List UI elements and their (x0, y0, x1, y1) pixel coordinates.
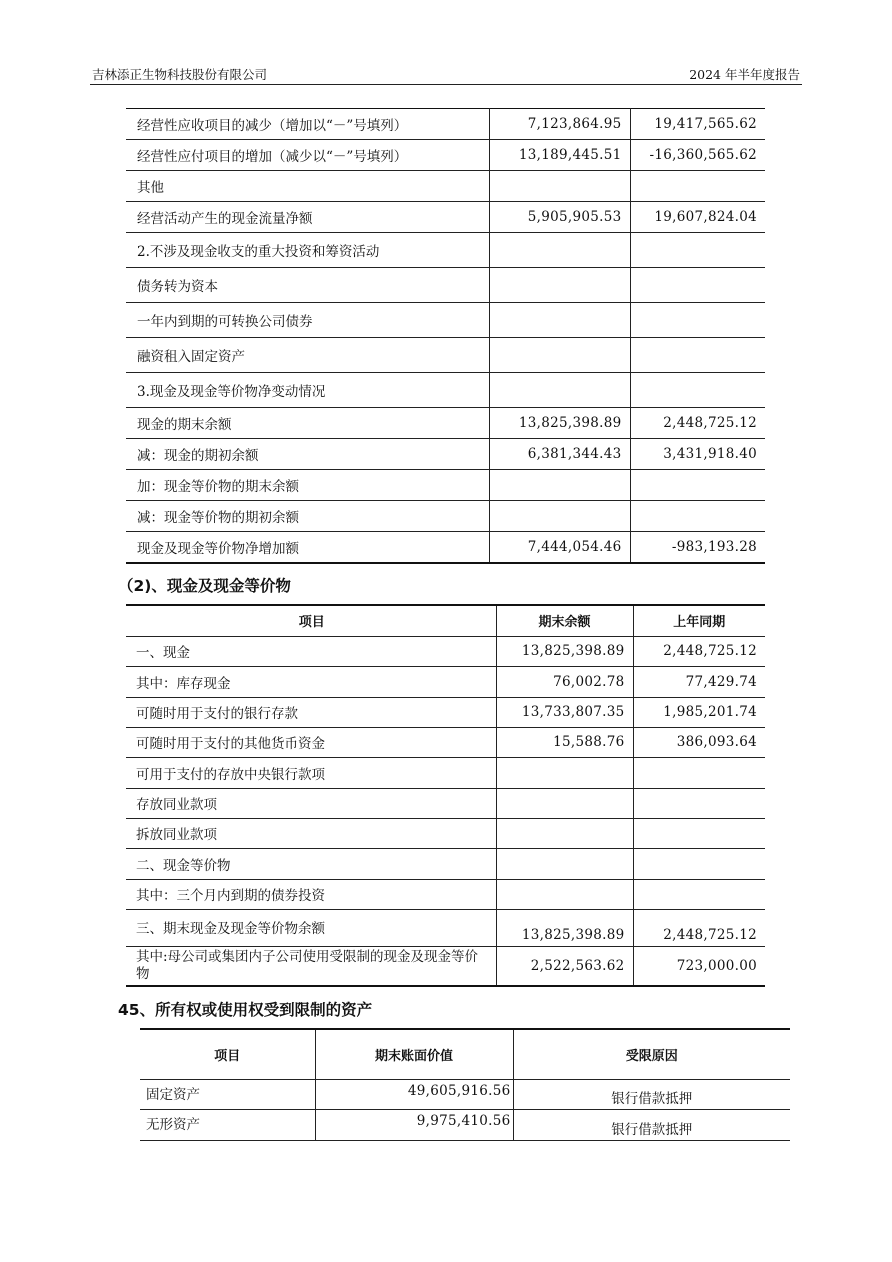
row-item: 现金的期末余额 (126, 408, 489, 439)
end-value: 13,825,398.89 (496, 636, 633, 666)
section-title-restricted-assets: 45、所有权或使用权受到限制的资产 (118, 1001, 373, 1019)
prior-value: -16,360,565.62 (630, 140, 765, 171)
end-value: 13,825,398.89 (496, 909, 633, 946)
current-value (489, 303, 630, 338)
table-row (126, 788, 765, 818)
prior-value (633, 757, 765, 788)
current-value: 7,123,864.95 (489, 109, 630, 140)
book-value: 49,605,916.56 (315, 1079, 513, 1109)
current-value: 6,381,344.43 (489, 439, 630, 470)
table-row (126, 697, 765, 727)
current-value (489, 338, 630, 373)
section-title-cash-equivalents: （2)、现金及现金等价物 (118, 577, 291, 595)
table-row (126, 140, 765, 171)
row-item: 一年内到期的可转换公司债券 (126, 303, 489, 338)
end-value (496, 818, 633, 848)
row-item: 加：现金等价物的期末余额 (126, 470, 489, 501)
prior-value (633, 848, 765, 879)
row-item: 其中：库存现金 (126, 666, 496, 697)
table-row (126, 303, 765, 338)
column-header-end-balance: 期末余额 (496, 605, 633, 636)
table-row (126, 501, 765, 532)
table-row (126, 268, 765, 303)
current-value: 5,905,905.53 (489, 202, 630, 233)
table-row (126, 171, 765, 202)
prior-value (630, 501, 765, 532)
prior-value (630, 268, 765, 303)
prior-value: 3,431,918.40 (630, 439, 765, 470)
row-item: 减：现金的期初余额 (126, 439, 489, 470)
column-header-item: 项目 (126, 605, 496, 636)
table-row (126, 439, 765, 470)
prior-value (630, 470, 765, 501)
end-value: 2,522,563.62 (496, 946, 633, 986)
prior-value (630, 338, 765, 373)
restriction-reason: 银行借款抵押 (513, 1109, 790, 1140)
row-item: 一、现金 (126, 636, 496, 666)
table-row (126, 757, 765, 788)
row-item: 三、期末现金及现金等价物余额 (126, 909, 496, 946)
prior-value: 19,607,824.04 (630, 202, 765, 233)
prior-value: 1,985,201.74 (633, 697, 765, 727)
row-item: 3.现金及现金等价物净变动情况 (126, 373, 489, 408)
row-item: 经营性应付项目的增加（减少以“－”号填列） (126, 140, 489, 171)
end-value: 76,002.78 (496, 666, 633, 697)
row-item: 可随时用于支付的其他货币资金 (126, 727, 496, 757)
row-item: 现金及现金等价物净增加额 (126, 532, 489, 563)
end-value: 13,733,807.35 (496, 697, 633, 727)
row-item: 2.不涉及现金收支的重大投资和筹资活动 (126, 233, 489, 268)
row-item: 存放同业款项 (126, 788, 496, 818)
table-header-row (126, 605, 765, 636)
prior-value (630, 171, 765, 202)
column-header-reason: 受限原因 (625, 1048, 678, 1064)
row-item: 其中：三个月内到期的债券投资 (126, 879, 496, 909)
current-value (489, 470, 630, 501)
table-row (126, 338, 765, 373)
row-item: 债务转为资本 (126, 268, 489, 303)
table-row (126, 848, 765, 879)
table-row (126, 408, 765, 439)
table-row (126, 233, 765, 268)
prior-value: 77,429.74 (633, 666, 765, 697)
book-value: 9,975,410.56 (315, 1109, 513, 1140)
row-item: 经营性应收项目的减少（增加以“－”号填列） (126, 109, 489, 140)
row-item: 固定资产 (140, 1079, 315, 1109)
prior-value: -983,193.28 (630, 532, 765, 563)
current-value (489, 171, 630, 202)
row-item: 其他 (126, 171, 489, 202)
current-value: 13,189,445.51 (489, 140, 630, 171)
column-header-prior: 上年同期 (673, 615, 726, 631)
restricted-assets-table (140, 1028, 790, 1141)
restriction-reason: 银行借款抵押 (513, 1079, 790, 1109)
table-header-row (140, 1029, 790, 1079)
row-item: 可随时用于支付的银行存款 (126, 697, 496, 727)
table-row (126, 666, 765, 697)
table-row (126, 202, 765, 233)
end-value: 15,588.76 (496, 727, 633, 757)
table-row (126, 109, 765, 140)
prior-value (633, 879, 765, 909)
prior-value: 723,000.00 (633, 946, 765, 986)
table-row (126, 470, 765, 501)
current-value (489, 233, 630, 268)
end-value (496, 848, 633, 879)
table-row (126, 636, 765, 666)
prior-value: 2,448,725.12 (633, 636, 765, 666)
table-row (126, 909, 765, 946)
end-value (496, 788, 633, 818)
current-value (489, 268, 630, 303)
prior-value (630, 373, 765, 408)
prior-value (633, 818, 765, 848)
column-header-book-value: 期末账面价值 (315, 1029, 513, 1079)
end-value (496, 757, 633, 788)
table-row (126, 946, 765, 986)
row-item: 其中:母公司或集团内子公司使用受限制的现金及现金等价物 (126, 946, 496, 986)
current-value (489, 373, 630, 408)
row-item: 可用于支付的存放中央银行款项 (126, 757, 496, 788)
row-item: 拆放同业款项 (126, 818, 496, 848)
end-value (496, 879, 633, 909)
cash-equivalents-table (126, 604, 765, 987)
prior-value (630, 233, 765, 268)
row-item: 减：现金等价物的期初余额 (126, 501, 489, 532)
row-item: 融资租入固定资产 (126, 338, 489, 373)
prior-value (630, 303, 765, 338)
current-value: 13,825,398.89 (489, 408, 630, 439)
prior-value: 19,417,565.62 (654, 116, 757, 132)
page-header (90, 64, 802, 85)
prior-value (633, 788, 765, 818)
table-row (126, 373, 765, 408)
prior-value: 2,448,725.12 (633, 909, 765, 946)
row-item: 经营活动产生的现金流量净额 (126, 202, 489, 233)
prior-value: 386,093.64 (633, 727, 765, 757)
row-item: 二、现金等价物 (126, 848, 496, 879)
table-row (140, 1109, 790, 1140)
table-row (126, 818, 765, 848)
company-name: 吉林添正生物科技股份有限公司 (92, 67, 268, 82)
prior-value: 2,448,725.12 (630, 408, 765, 439)
report-title: 2024 年半年度报告 (689, 67, 800, 82)
current-value: 7,444,054.46 (489, 532, 630, 563)
cash-flow-supplement-table (126, 108, 765, 564)
table-row (126, 879, 765, 909)
table-row (140, 1079, 790, 1109)
column-header-item: 项目 (140, 1029, 315, 1079)
current-value (489, 501, 630, 532)
table-row (126, 727, 765, 757)
row-item: 无形资产 (140, 1109, 315, 1140)
table-row (126, 532, 765, 563)
